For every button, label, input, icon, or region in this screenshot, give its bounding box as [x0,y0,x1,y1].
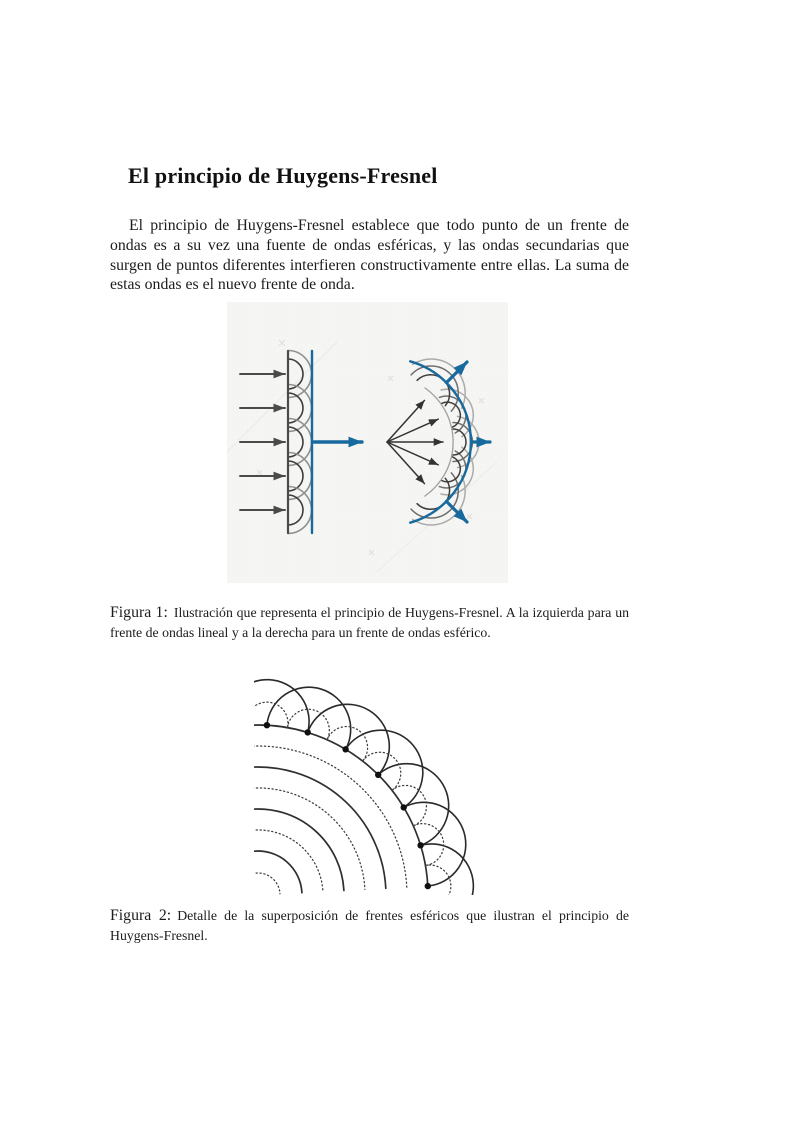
wavefront-superposition-diagram [254,677,484,895]
figure-2-caption-text: Detalle de la superposición de frentes esféricos que ilustran el principio de Huygens-Fresnel. [110,908,629,943]
figure-1-illustration [227,302,508,583]
figure-1-caption-text: Ilustración que representa el principio de Huygens-Fresnel. A la izquierda para un frente de ondas lineal y a la derecha para un frente de ondas esférico. [110,605,630,640]
figure-2-illustration [254,677,484,895]
page-title: El principio de Huygens-Fresnel [128,163,438,188]
figure-1-caption [110,603,629,642]
figure-1-caption-label: Figura 1: [110,604,168,621]
figure-2-caption-label: Figura 2: [110,907,172,924]
figure-2-caption [110,906,629,945]
intro-paragraph: El principio de Huygens-Fresnel establece que todo punto de un frente de ondas es a su vez una fuente de ondas esféricas, y las ondas secundarias que surgen de puntos diferentes interfieren constructivamente entre ellas. La suma de estas ondas es el nuevo frente de onda. [110,217,629,294]
secondary-wavelets-dotted [254,702,451,895]
huygens-fresnel-diagram [227,302,508,583]
